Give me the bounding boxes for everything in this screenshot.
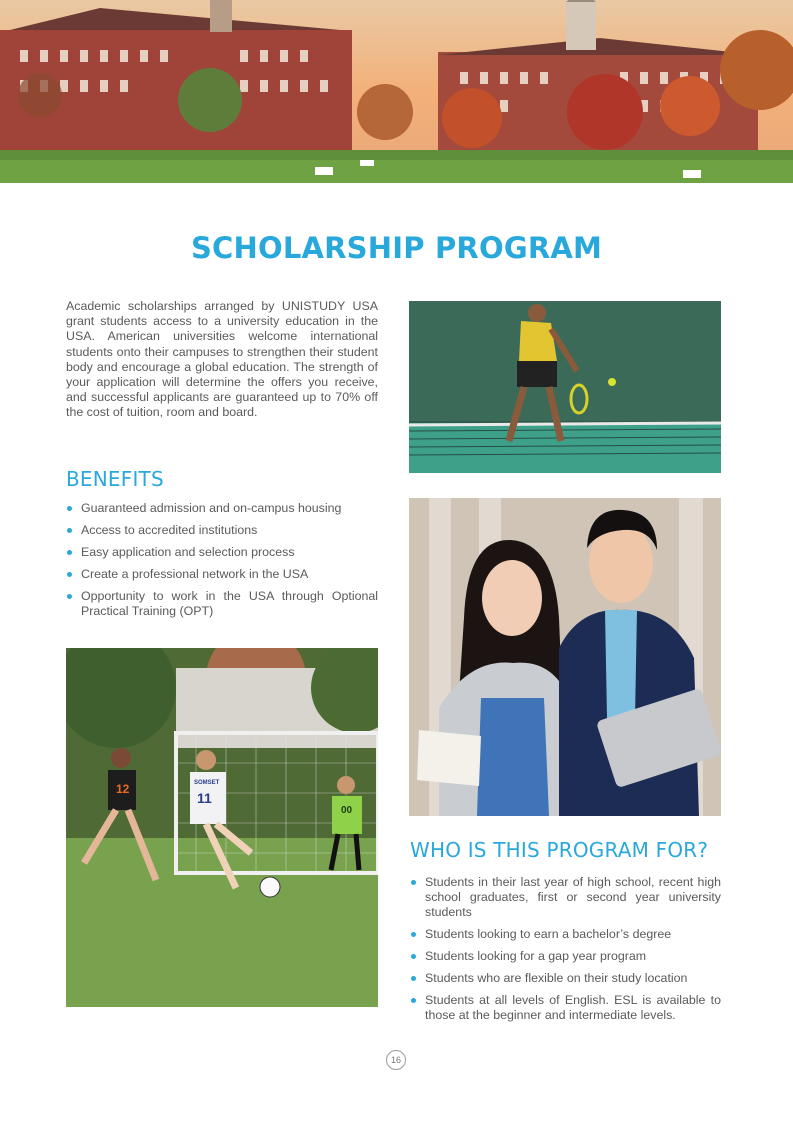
jersey-team-text: SOMSET bbox=[194, 780, 220, 786]
soccer-game-photo bbox=[66, 648, 378, 1007]
list-item: Easy application and selection process bbox=[66, 545, 378, 560]
list-item: Opportunity to work in the USA through Optional Practical Training (OPT) bbox=[66, 589, 378, 619]
list-item: Students in their last year of high school, recent high school graduates, first or second year university students bbox=[410, 875, 721, 920]
list-item: Students looking for a gap year program bbox=[410, 949, 721, 964]
list-item: Students at all levels of English. ESL is available to those at the beginner and intermediate levels. bbox=[410, 993, 721, 1023]
students-photo bbox=[409, 498, 721, 816]
page-number: 16 bbox=[386, 1050, 406, 1070]
benefits-heading: BENEFITS bbox=[66, 467, 164, 491]
jersey-number-11: 11 bbox=[197, 790, 212, 806]
benefits-list bbox=[66, 501, 378, 626]
list-item: Students looking to earn a bachelor’s degree bbox=[410, 927, 721, 942]
list-item: Access to accredited institutions bbox=[66, 523, 378, 538]
campus-banner-image bbox=[0, 0, 793, 183]
list-item: Students who are flexible on their study location bbox=[410, 971, 721, 986]
who-list bbox=[410, 875, 721, 1030]
jersey-number-12: 12 bbox=[116, 782, 130, 796]
list-item: Create a professional network in the USA bbox=[66, 567, 378, 582]
intro-paragraph: Academic scholarships arranged by UNISTUDY USA grant students access to a university education in the USA. American universities welcome international students onto their campuses to strengthen their student body and encourage a global education. The strength of your application will determine the offers you receive, and successful applicants are guaranteed up to 70% off the cost of tuition, room and board. bbox=[66, 299, 378, 420]
tennis-player-photo bbox=[409, 301, 721, 473]
jersey-number-00: 00 bbox=[341, 805, 353, 816]
page-title: SCHOLARSHIP PROGRAM bbox=[190, 231, 603, 265]
who-heading: WHO IS THIS PROGRAM FOR? bbox=[410, 838, 709, 862]
list-item: Guaranteed admission and on-campus housing bbox=[66, 501, 378, 516]
